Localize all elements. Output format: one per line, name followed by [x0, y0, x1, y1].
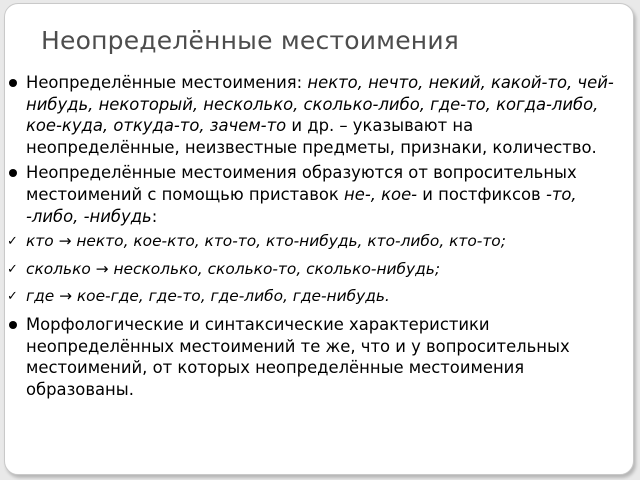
definition-examples: некто, нечто, некий, какой-то, чей-нибудь, некоторый, несколько, сколько-либо, где-то, когда-либо, кое-куда, откуда-то, зачем-то [26, 73, 614, 136]
example-text: где → кое-где, где-то, где-либо, где-нибудь. [26, 287, 390, 306]
formation-prefixes: не-, кое- [344, 184, 418, 204]
example-text: кто → некто, кое-кто, кто-то, кто-нибудь, кто-либо, кто-то; [26, 232, 506, 251]
checkmark-icon: ✓ [7, 289, 18, 305]
example-item [5, 259, 627, 281]
example-text: сколько → несколько, сколько-то, сколько-нибудь; [26, 259, 441, 278]
checkmark-icon: ✓ [7, 234, 18, 250]
characteristics-paragraph: Морфологические и синтаксические характеристики неопределённых местоимений те же, что и у вопросительных местоимений, от которых неопределённые местоимения образованы. [5, 314, 627, 400]
formation-lead: Неопределённые местоимения образуются от вопросительных местоимений с помощью приставок [26, 163, 577, 204]
slide-title: Неопределённые местоимения [41, 26, 460, 55]
checkmark-icon: ✓ [7, 261, 18, 277]
slide [4, 3, 634, 475]
formation-tail: : [151, 206, 158, 226]
formation-middle: и постфиксов [417, 184, 546, 204]
definition-lead: Неопределённые местоимения: [26, 73, 308, 92]
example-item [5, 286, 627, 308]
formation-postfixes: -то, -либо, -нибудь [26, 184, 577, 226]
formation-paragraph [5, 162, 627, 227]
definition-paragraph [5, 72, 627, 158]
example-item [5, 231, 627, 253]
definition-tail: и др. – указывают на неопределённые, неизвестные предметы, признаки, количество. [26, 116, 597, 157]
slide-body [5, 72, 627, 404]
